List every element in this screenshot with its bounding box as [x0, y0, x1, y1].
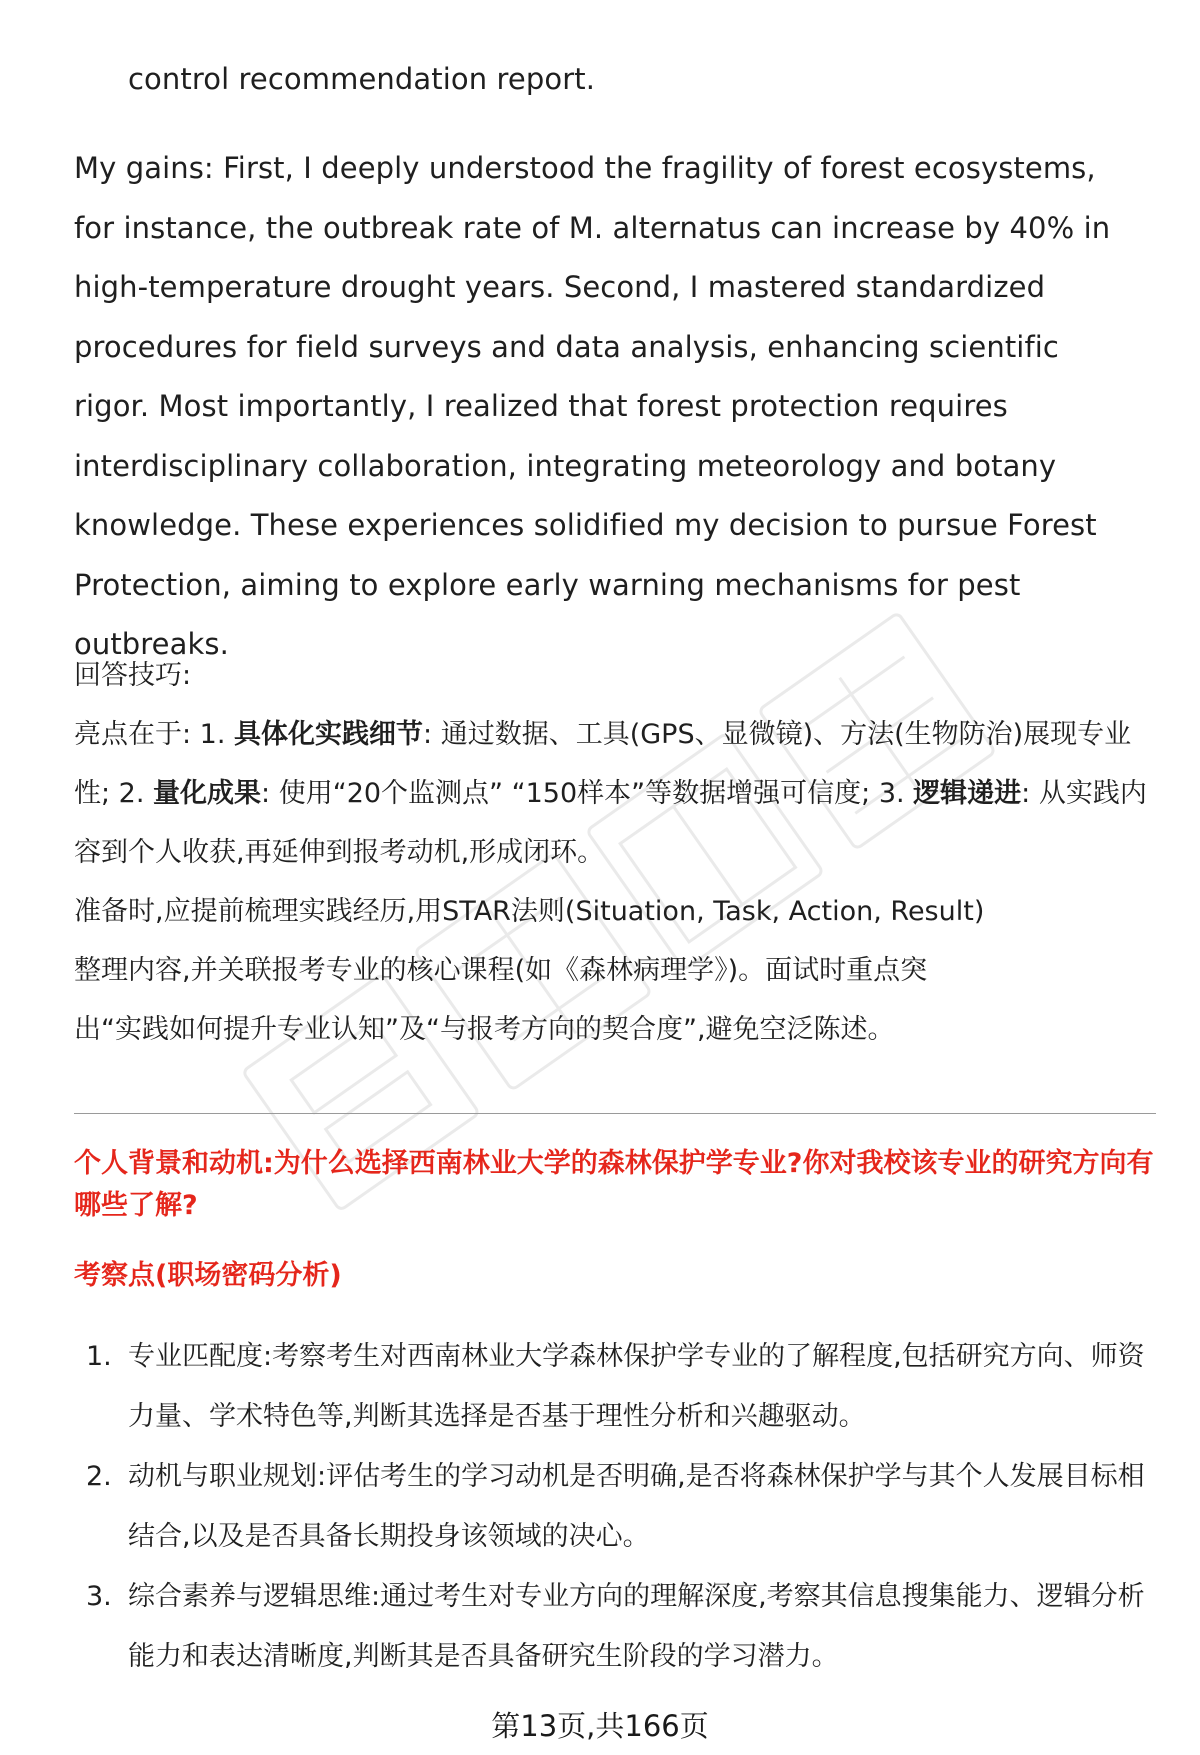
tips-heading: 回答技巧: [74, 660, 192, 691]
assessment-subtitle: 考察点(职场密码分析) [74, 1260, 342, 1291]
list-item-number: 3. [86, 1581, 112, 1612]
tips-highlights-paragraph [74, 705, 1154, 882]
tips-prep-line-3: 出“实践如何提升专业认知”及“与报考方向的契合度”,避免空泛陈述。 [74, 1014, 895, 1045]
tips-point3-title: 逻辑递进 [913, 778, 1022, 809]
page-number-footer: 第13页,共166页 [491, 1709, 709, 1743]
list-item-text: 综合素养与逻辑思维:通过考生对专业方向的理解深度,考察其信息搜集能力、逻辑分析能力和表达清晰度,判断其是否具备研究生阶段的学习潜力。 [128, 1581, 1145, 1672]
tips-point2-title: 量化成果 [153, 778, 262, 809]
report-continuation: control recommendation report. [128, 62, 596, 96]
list-item [74, 1327, 1154, 1447]
list-item-text: 动机与职业规划:评估考生的学习动机是否明确,是否将森林保护学与其个人发展目标相结合,以及是否具备长期投身该领域的决心。 [128, 1461, 1145, 1552]
list-item-number: 2. [86, 1461, 112, 1492]
tips-intro: 亮点在于: 1. [74, 719, 235, 750]
gains-paragraph: My gains: First, I deeply understood the fragility of forest ecosystems, for instance, the outbreak rate of M. alternatus can increase by 40% in high-temperature drought years. Second, I mastered standardized procedures for field surveys and data analysis, enhancing scientific rigor. Most importantly, I realized that forest protection requires interdisciplinary collaboration, integrating meteorology and botany knowledge. These experiences solidified my decision to pursue Forest Protection, aiming to explore early warning mechanisms for pest outbreaks. [74, 151, 1111, 661]
tips-prep-line-2: 整理内容,并关联报考专业的核心课程(如《森林病理学》)。面试时重点突 [74, 955, 928, 986]
section-divider [74, 1113, 1156, 1114]
tips-point3-text: : 从实践内容到个人收获,再延伸到报考动机,形成闭环。 [74, 778, 1147, 868]
tips-point2-text: : 使用“20个监测点” “150样本”等数据增强可信度; 3. [261, 778, 914, 809]
tips-prep-line-1: 准备时,应提前梳理实践经历,用STAR法则(Situation, Task, Action, Result) [74, 896, 985, 927]
assessment-list [74, 1327, 1154, 1687]
list-item-number: 1. [86, 1341, 112, 1372]
question-title: 个人背景和动机:为什么选择西南林业大学的森林保护学专业?你对我校该专业的研究方向有哪些了解? [74, 1148, 1154, 1221]
list-item [74, 1567, 1154, 1687]
list-item [74, 1447, 1154, 1567]
tips-point1-title: 具体化实践细节 [234, 719, 424, 750]
tips-point1-text: : 通过数据、工具(GPS、显微镜)、方法(生物防治)展现专业性; 2. [74, 719, 1132, 809]
list-item-text: 专业匹配度:考察考生对西南林业大学森林保护学专业的了解程度,包括研究方向、师资力量、学术特色等,判断其选择是否基于理性分析和兴趣驱动。 [128, 1341, 1145, 1432]
